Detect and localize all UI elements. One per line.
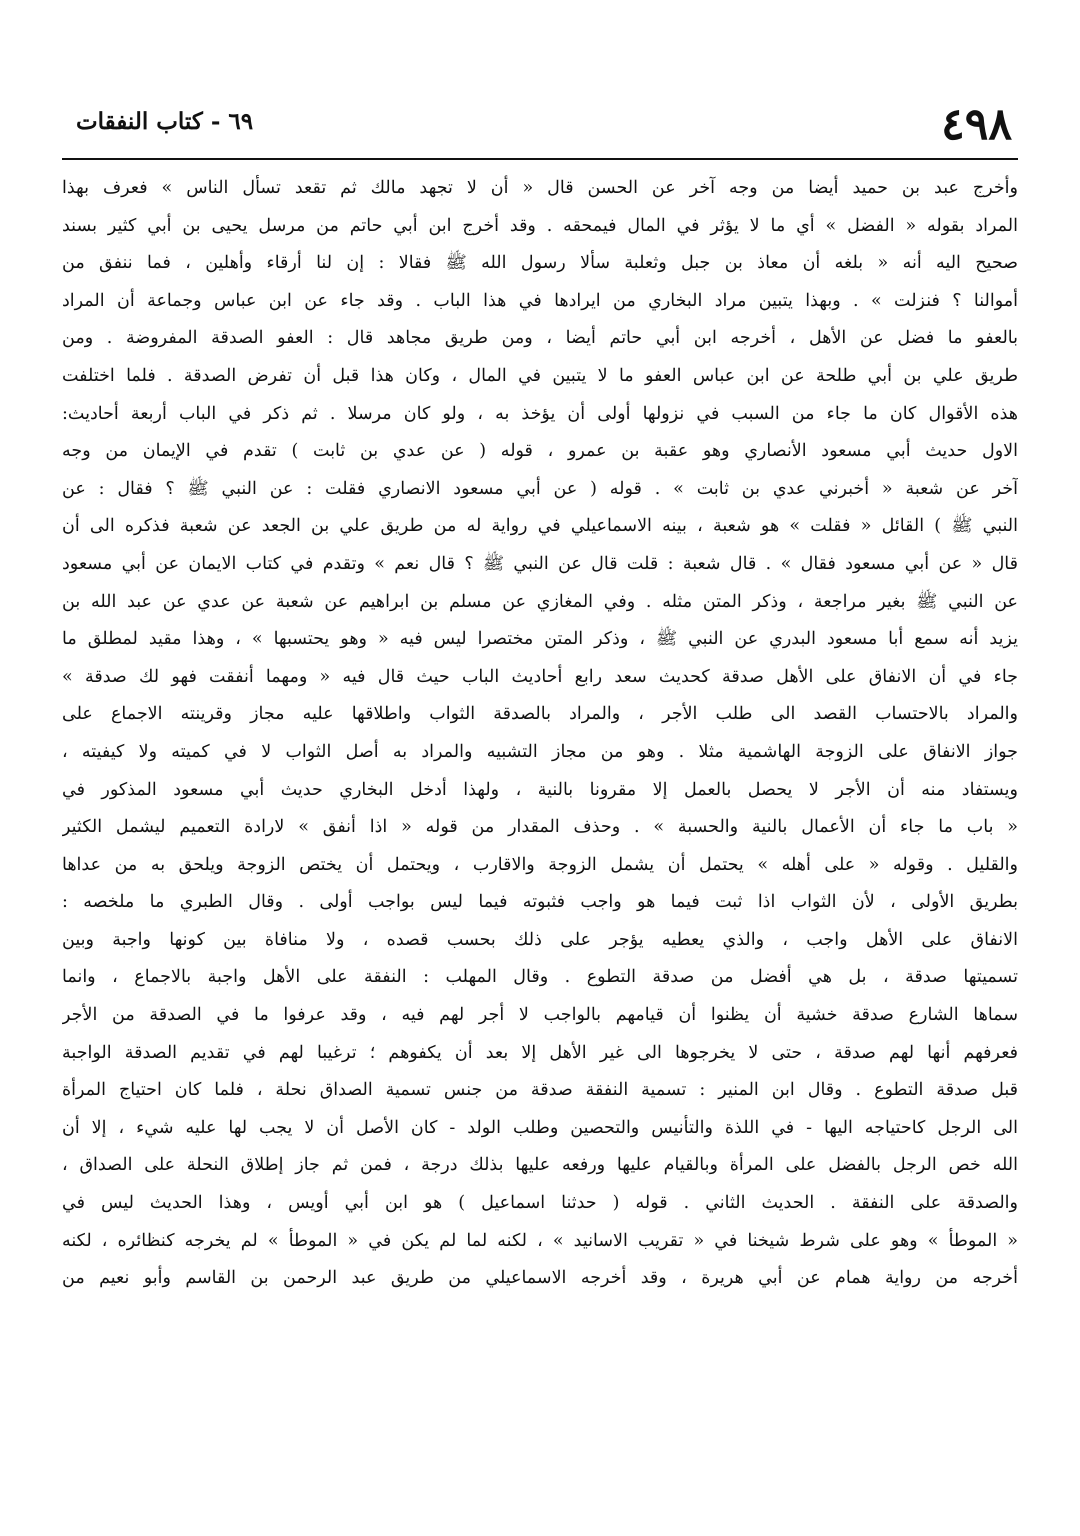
text-line: وأخرج عبد بن حميد أيضا من وجه آخر عن الحسن قال « أن لا تجهد مالك ثم تقعد تسأل الناس » فعرف بهذا: [62, 178, 1018, 198]
text-line: عن النبي ﷺ بغير مراجعة ، وذكر المتن مثله . وفي المغازي عن مسلم بن ابراهيم عن شعبة عن عدي عن عبد الله بن: [62, 591, 1018, 612]
text-line: طريق علي بن أبي طلحة عن ابن عباس العفو ما لا يتبين في المال ، وكان هذا قبل أن تفرض الصدقة . فلما اختلفت: [62, 365, 1018, 386]
text-line: « الموطأ » وهو على شرط شيخنا في « تقريب الاسانيد » ، لكنه لما لم يكن في « الموطأ » لم يخرجه كنظائره ، لكنه: [62, 1230, 1018, 1251]
text-line: المراد بقوله « الفضل » أي ما لا يؤثر في المال فيمحقه . وقد أخرج ابن أبي حاتم من مرسل يحيى بن أبي كثير بسند: [62, 215, 1018, 236]
page-number: ٤٩٨: [941, 99, 1012, 150]
text-line: يزيد أنه سمع أبا مسعود البدري عن النبي ﷺ ، وذكر المتن مختصرا ليس فيه « وهو يحتسبها » ، وهذا مقيد لمطلق ما: [62, 629, 1018, 650]
running-title: ٦٩ - كتاب النفقات: [76, 108, 254, 135]
text-line: والقليل . وقوله « على أهله » يحتمل أن يشمل الزوجة والاقارب ، ويحتمل أن يختص الزوجة ويلحق به من عداها: [62, 854, 1018, 875]
text-line: قال « عن أبي مسعود فقال » . قال شعبة : قلت قال عن النبي ﷺ ؟ قال نعم » وتقدم في كتاب الايمان عن أبي مسعود: [62, 553, 1018, 574]
text-line: النبي ﷺ ) القائل « فقلت » هو شعبة ، بينه الاسماعيلي في رواية له من طريق علي بن الجعد عن شعبة فذكره الى أن: [62, 516, 1018, 537]
text-line: فعرفهم أنها لهم صدقة ، حتى لا يخرجوها الى غير الأهل إلا بعد أن يكفوهم ؛ ترغيبا لهم في تقديم الصدقة الواجبة: [62, 1042, 1018, 1063]
text-line: آخر عن شعبة « أخبرني عدي بن ثابت » . قوله ( عن أبي مسعود الانصاري فقلت : عن النبي ﷺ ؟ فقال : عن: [62, 478, 1018, 499]
text-line: بالعفو ما فضل عن الأهل ، أخرجه ابن أبي حاتم أيضا ، ومن طريق مجاهد قال : العفو الصدقة المفروضة . ومن: [62, 328, 1018, 349]
text-line: جاء في أن الانفاق على الأهل صدقة كحديث سعد رابع أحاديث الباب حيث قال فيه « ومهما أنفقت فهو لك صدقة »: [62, 666, 1018, 687]
text-line: « باب ما جاء أن الأعمال بالنية والحسبة » . وحذف المقدار من قوله « اذا أنفق » لارادة التعميم ليشمل الكثير: [62, 817, 1018, 838]
main-text: [62, 170, 1018, 1298]
text-line: ويستفاد منه أن الأجر لا يحصل بالعمل إلا مقرونا بالنية ، ولهذا أدخل البخاري حديث أبي مسعود المذكور في: [62, 779, 1018, 800]
text-line: تسميتها صدقة ، بل هي أفضل من صدقة التطوع . وقال المهلب : النفقة على الأهل واجبة بالاجماع ، وانما: [62, 967, 1018, 988]
text-line: بطريق الأولى ، لأن الثواب اذا ثبت فيما هو واجب فثبوته فيما ليس بواجب أولى . وقال الطبري ما ملخصه :: [62, 892, 1018, 913]
text-line: أخرجه من رواية همام عن أبي هريرة ، وقد أخرجه الاسماعيلي من طريق عبد الرحمن بن القاسم وأبو نعيم من: [62, 1268, 1018, 1289]
text-line: الانفاق على الأهل واجب ، والذي يعطيه يؤجر على ذلك بحسب قصده ، ولا منافاة بين كونها واجبة وبين: [62, 929, 1018, 950]
text-line: أموالنا ؟ فنزلت » . وبهذا يتبين مراد البخاري من ايرادها في هذا الباب . وقد جاء عن ابن عباس وجماعة أن المراد: [62, 290, 1018, 311]
text-line: سماها الشارع صدقة خشية أن يظنوا أن قيامهم بالواجب لا أجر لهم فيه ، وقد عرفوا ما في الصدقة من الأجر: [62, 1005, 1018, 1026]
text-line: الله خص الرجل بالفضل على المرأة وبالقيام عليها ورفعه عليها بذلك درجة ، فمن ثم جاز إطلاق النحلة على الصداق ،: [62, 1155, 1018, 1176]
text-line: الى الرجل كاحتياجه اليها - في اللذة والتأنيس والتحصين وطلب الولد - كان الأصل أن لا يجب لها عليه شيء ، إلا أن: [62, 1117, 1018, 1138]
text-line: قبل صدقة التطوع . وقال ابن المنير : تسمية النفقة صدقة من جنس تسمية الصداق نحلة ، فلما كان احتياج المرأة: [62, 1080, 1018, 1101]
text-line: الاول حديث أبي مسعود الأنصاري وهو عقبة بن عمرو ، قوله ( عن عدي بن ثابت ) تقدم في الإيمان من وجه: [62, 441, 1018, 462]
text-line: هذه الأقوال كان ما جاء من السبب في نزولها أولى أن يؤخذ به ، ولو كان مرسلا . ثم ذكر في الباب أربعة أحاديث:: [62, 403, 1018, 424]
text-line: جواز الانفاق على الزوجة الهاشمية مثلا . وهو من مجاز التشبيه والمراد به أصل الثواب لا في كميته ولا كيفيته ،: [62, 741, 1018, 762]
text-line: والصدقة على النفقة . الحديث الثاني . قوله ( حدثنا اسماعيل ) هو ابن أبي أويس ، وهذا الحديث ليس في: [62, 1193, 1018, 1214]
text-line: والمراد بالاحتساب القصد الى طلب الأجر ، والمراد بالصدقة الثواب واطلاقها عليه مجاز وقرينته الاجماع على: [62, 704, 1018, 725]
page-header: [62, 96, 1018, 158]
text-line: صحيح اليه أنه « بلغه أن معاذ بن جبل وثعلبة سألا رسول الله ﷺ فقالا : إن لنا أرقاء وأهلين ، فما ننفق من: [62, 253, 1018, 274]
header-rule: [62, 158, 1018, 160]
book-page: [62, 96, 1018, 1516]
